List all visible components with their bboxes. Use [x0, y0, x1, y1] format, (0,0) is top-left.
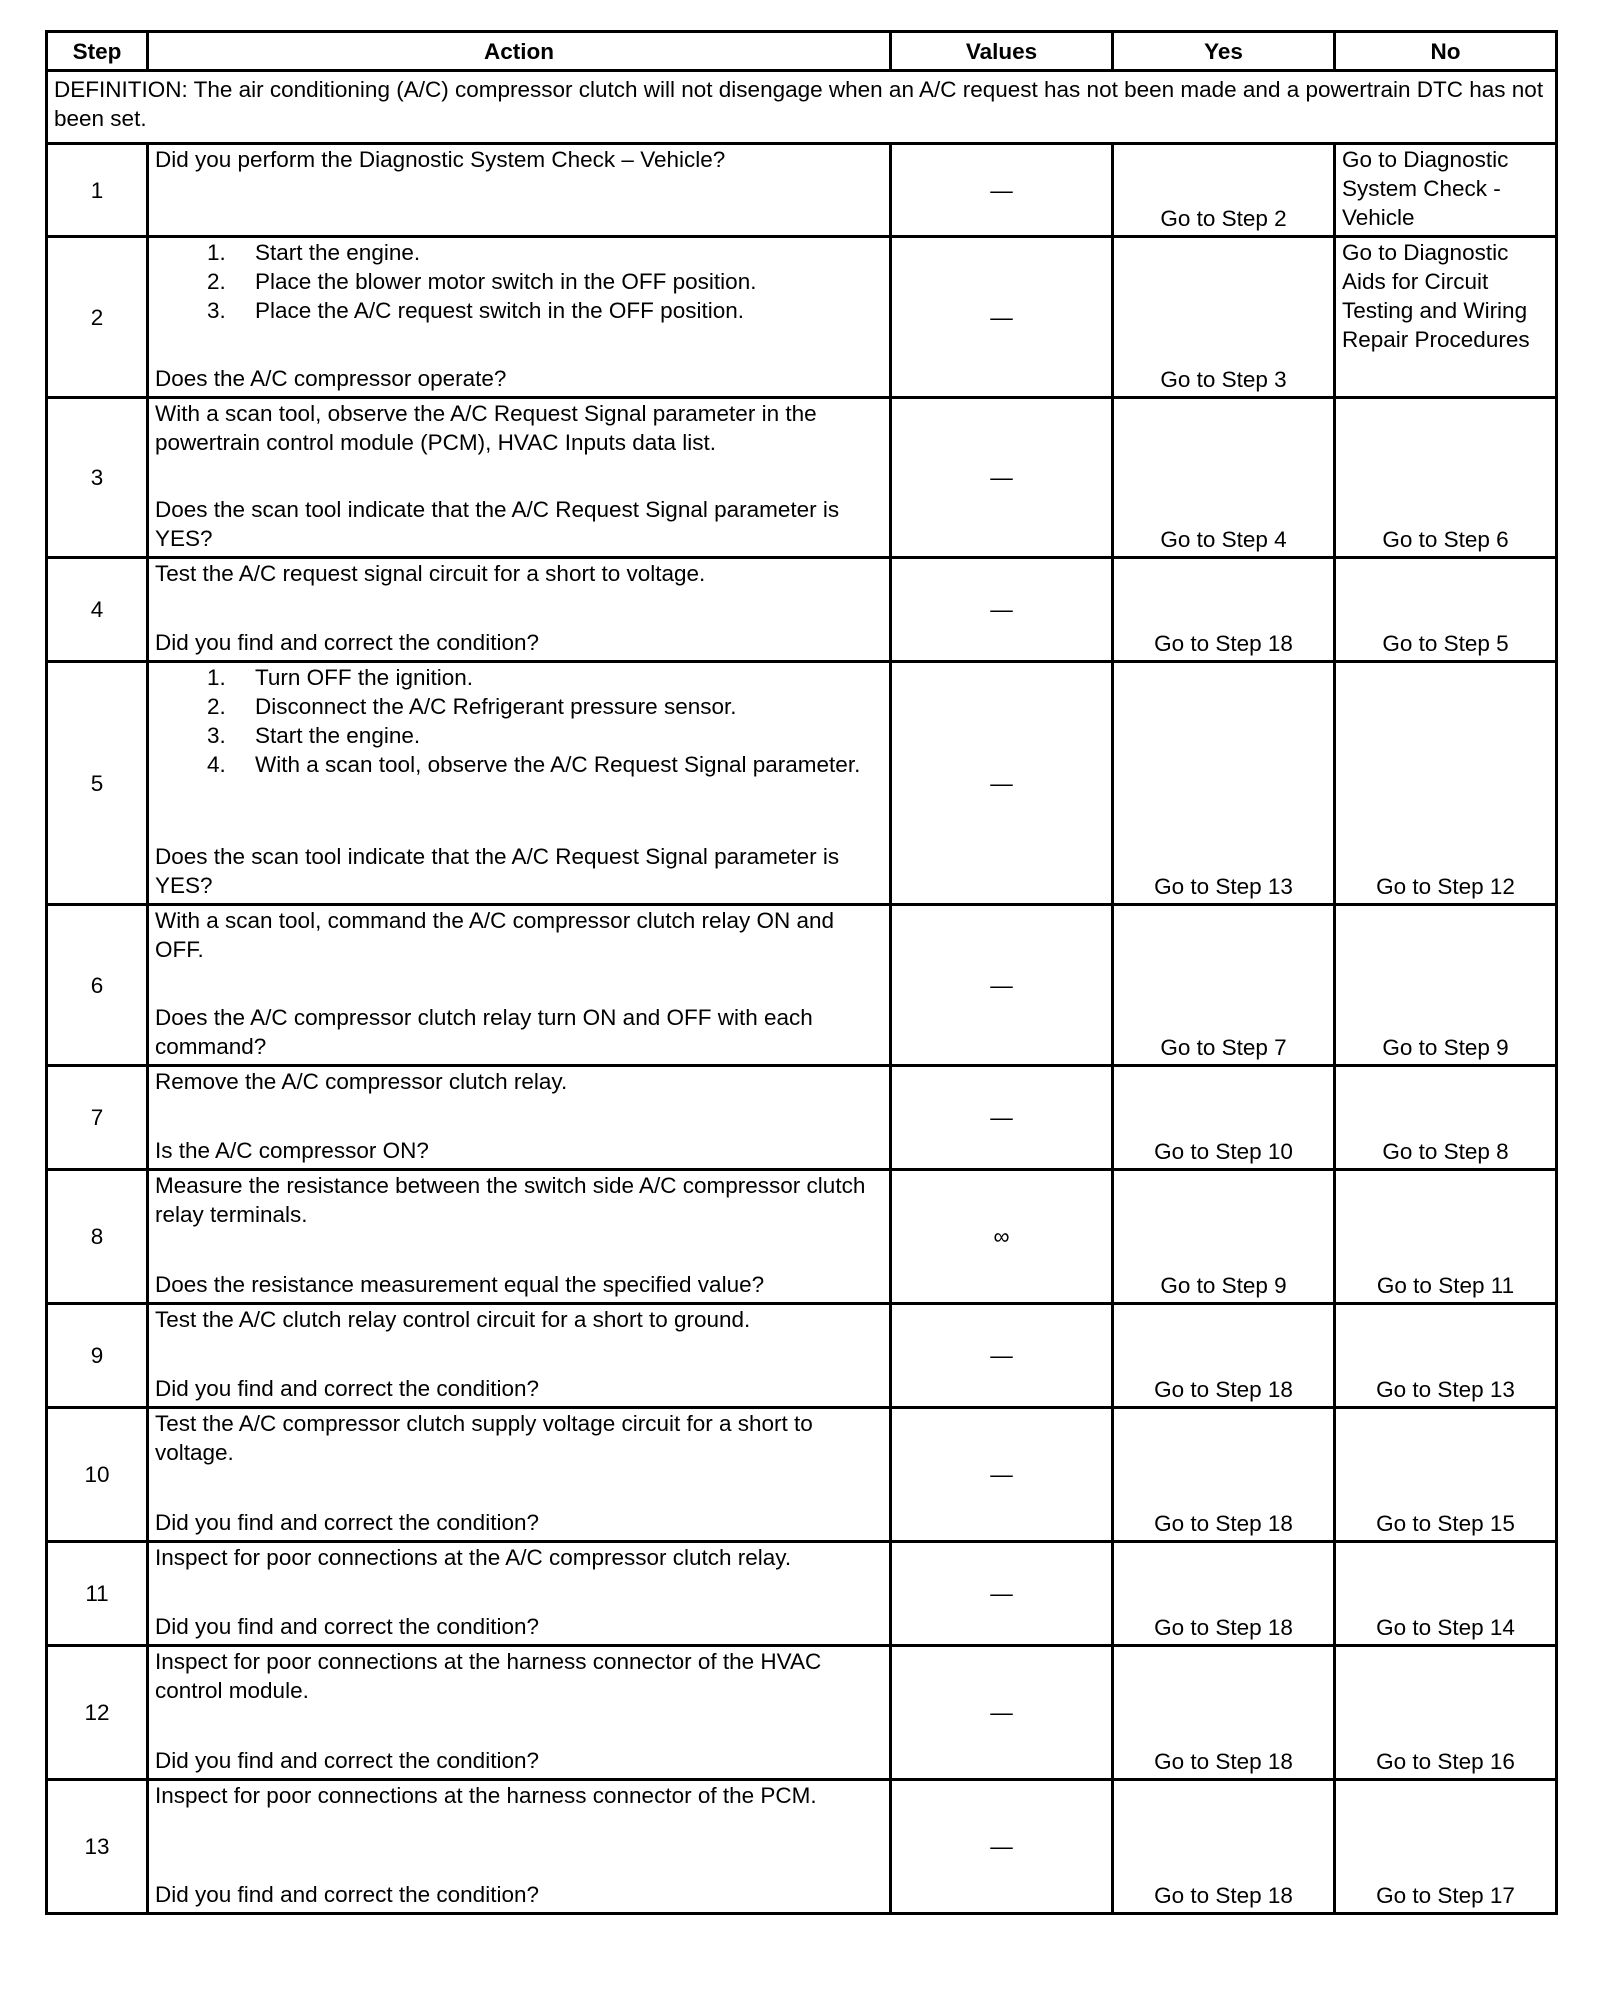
action-cell — [148, 1170, 891, 1304]
action-instruction: Test the A/C clutch relay control circuit for a short to ground. — [155, 1307, 751, 1332]
action-question: Does the scan tool indicate that the A/C Request Signal parameter is YES? — [155, 844, 840, 898]
no-cell: Go to Step 17 — [1335, 1780, 1557, 1914]
no-cell: Go to Step 6 — [1335, 398, 1557, 558]
header-values: Values — [891, 32, 1113, 71]
list-item — [207, 692, 883, 721]
list-item-text: Place the A/C request switch in the OFF position. — [255, 298, 744, 323]
action-cell — [148, 398, 891, 558]
yes-cell: Go to Step 18 — [1113, 1304, 1335, 1408]
list-item-number: 2. — [207, 269, 226, 294]
step-number: 10 — [47, 1408, 148, 1542]
value-cell: — — [891, 1066, 1113, 1170]
diagnostic-table — [45, 30, 1558, 1915]
table-row — [47, 1542, 1557, 1646]
table-row — [47, 1780, 1557, 1914]
yes-cell: Go to Step 18 — [1113, 1542, 1335, 1646]
yes-cell: Go to Step 10 — [1113, 1066, 1335, 1170]
list-item-text: Start the engine. — [255, 723, 421, 748]
action-instruction: With a scan tool, command the A/C compressor clutch relay ON and OFF. — [155, 908, 835, 962]
table-row — [47, 1646, 1557, 1780]
action-instruction: Test the A/C request signal circuit for a short to voltage. — [155, 561, 706, 586]
action-instruction: Inspect for poor connections at the A/C compressor clutch relay. — [155, 1545, 792, 1570]
table-row — [47, 662, 1557, 905]
step-number: 4 — [47, 558, 148, 662]
action-instruction: Measure the resistance between the switch side A/C compressor clutch relay terminals. — [155, 1173, 866, 1227]
table-row — [47, 1066, 1557, 1170]
header-yes: Yes — [1113, 32, 1335, 71]
step-number: 9 — [47, 1304, 148, 1408]
yes-cell: Go to Step 18 — [1113, 1646, 1335, 1780]
action-steps-list — [155, 663, 883, 779]
value-cell: ∞ — [891, 1170, 1113, 1304]
yes-cell: Go to Step 18 — [1113, 1780, 1335, 1914]
value-cell: — — [891, 558, 1113, 662]
yes-cell: Go to Step 7 — [1113, 905, 1335, 1066]
step-number: 8 — [47, 1170, 148, 1304]
action-question: Does the scan tool indicate that the A/C Request Signal parameter is YES? — [155, 497, 840, 551]
action-cell — [148, 1304, 891, 1408]
list-item-text: With a scan tool, observe the A/C Request Signal parameter. — [255, 752, 861, 777]
action-cell — [148, 237, 891, 398]
yes-cell: Go to Step 3 — [1113, 237, 1335, 398]
action-cell — [148, 144, 891, 237]
no-cell: Go to Step 5 — [1335, 558, 1557, 662]
value-cell: — — [891, 144, 1113, 237]
diagnostic-table-page — [45, 30, 1555, 1915]
action-instruction: Test the A/C compressor clutch supply voltage circuit for a short to voltage. — [155, 1411, 813, 1465]
value-cell: — — [891, 398, 1113, 558]
list-item-number: 4. — [207, 752, 226, 777]
yes-cell: Go to Step 4 — [1113, 398, 1335, 558]
action-question: Is the A/C compressor ON? — [155, 1138, 429, 1163]
yes-cell: Go to Step 18 — [1113, 558, 1335, 662]
step-number: 3 — [47, 398, 148, 558]
step-number: 6 — [47, 905, 148, 1066]
action-cell — [148, 1408, 891, 1542]
action-question: Did you find and correct the condition? — [155, 1748, 539, 1773]
table-row — [47, 1304, 1557, 1408]
action-question: Did you find and correct the condition? — [155, 1376, 539, 1401]
step-number: 2 — [47, 237, 148, 398]
list-item-number: 1. — [207, 665, 226, 690]
action-cell — [148, 905, 891, 1066]
action-question: Does the resistance measurement equal the specified value? — [155, 1272, 765, 1297]
action-instruction: Remove the A/C compressor clutch relay. — [155, 1069, 568, 1094]
action-instruction: Inspect for poor connections at the harness connector of the PCM. — [155, 1783, 817, 1808]
no-cell: Go to Diagnostic Aids for Circuit Testing and Wiring Repair Procedures — [1335, 237, 1557, 398]
no-cell: Go to Step 12 — [1335, 662, 1557, 905]
value-cell: — — [891, 237, 1113, 398]
table-row — [47, 1408, 1557, 1542]
list-item-text: Place the blower motor switch in the OFF position. — [255, 269, 757, 294]
action-question: Did you find and correct the condition? — [155, 1882, 539, 1907]
no-cell: Go to Step 16 — [1335, 1646, 1557, 1780]
yes-cell: Go to Step 18 — [1113, 1408, 1335, 1542]
list-item-number: 3. — [207, 723, 226, 748]
table-row — [47, 144, 1557, 237]
list-item-number: 3. — [207, 298, 226, 323]
header-row — [47, 32, 1557, 71]
table-row — [47, 1170, 1557, 1304]
no-cell: Go to Step 9 — [1335, 905, 1557, 1066]
list-item — [207, 721, 883, 750]
value-cell: — — [891, 1646, 1113, 1780]
action-question: Did you find and correct the condition? — [155, 630, 539, 655]
step-number: 1 — [47, 144, 148, 237]
list-item-text: Disconnect the A/C Refrigerant pressure sensor. — [255, 694, 737, 719]
action-steps-list — [155, 238, 883, 325]
action-cell — [148, 1542, 891, 1646]
table-row — [47, 237, 1557, 398]
yes-cell: Go to Step 9 — [1113, 1170, 1335, 1304]
list-item-number: 2. — [207, 694, 226, 719]
no-cell: Go to Step 14 — [1335, 1542, 1557, 1646]
yes-cell: Go to Step 2 — [1113, 144, 1335, 237]
action-question: Does the A/C compressor operate? — [155, 366, 507, 391]
no-cell: Go to Step 15 — [1335, 1408, 1557, 1542]
action-question: Did you find and correct the condition? — [155, 1510, 539, 1535]
list-item — [207, 663, 883, 692]
value-cell: — — [891, 1780, 1113, 1914]
table-row — [47, 905, 1557, 1066]
definition-text: DEFINITION: The air conditioning (A/C) compressor clutch will not disengage when an A/C request has not been made and a powertrain DTC has not been set. — [47, 71, 1557, 144]
step-number: 13 — [47, 1780, 148, 1914]
value-cell: — — [891, 662, 1113, 905]
table-row — [47, 558, 1557, 662]
step-number: 12 — [47, 1646, 148, 1780]
no-cell: Go to Step 11 — [1335, 1170, 1557, 1304]
step-number: 7 — [47, 1066, 148, 1170]
value-cell: — — [891, 1542, 1113, 1646]
action-cell — [148, 1780, 891, 1914]
list-item-text: Start the engine. — [255, 240, 421, 265]
action-cell — [148, 558, 891, 662]
action-cell — [148, 1066, 891, 1170]
definition-row — [47, 71, 1557, 144]
list-item-number: 1. — [207, 240, 226, 265]
action-instruction: Did you perform the Diagnostic System Check – Vehicle? — [155, 147, 726, 172]
header-action: Action — [148, 32, 891, 71]
list-item — [207, 267, 883, 296]
action-question: Does the A/C compressor clutch relay turn ON and OFF with each command? — [155, 1005, 813, 1059]
list-item — [207, 296, 883, 325]
action-instruction: With a scan tool, observe the A/C Request Signal parameter in the powertrain control module (PCM), HVAC Inputs data list. — [155, 401, 817, 455]
step-number: 5 — [47, 662, 148, 905]
action-cell — [148, 662, 891, 905]
no-cell: Go to Step 13 — [1335, 1304, 1557, 1408]
list-item — [207, 238, 883, 267]
action-instruction: Inspect for poor connections at the harness connector of the HVAC control module. — [155, 1649, 822, 1703]
value-cell: — — [891, 1304, 1113, 1408]
no-cell: Go to Step 8 — [1335, 1066, 1557, 1170]
action-question: Did you find and correct the condition? — [155, 1614, 539, 1639]
action-cell — [148, 1646, 891, 1780]
yes-cell: Go to Step 13 — [1113, 662, 1335, 905]
header-step: Step — [47, 32, 148, 71]
table-row — [47, 398, 1557, 558]
list-item-text: Turn OFF the ignition. — [255, 665, 474, 690]
no-cell: Go to Diagnostic System Check - Vehicle — [1335, 144, 1557, 237]
value-cell: — — [891, 905, 1113, 1066]
list-item — [207, 750, 883, 779]
step-number: 11 — [47, 1542, 148, 1646]
header-no: No — [1335, 32, 1557, 71]
value-cell: — — [891, 1408, 1113, 1542]
